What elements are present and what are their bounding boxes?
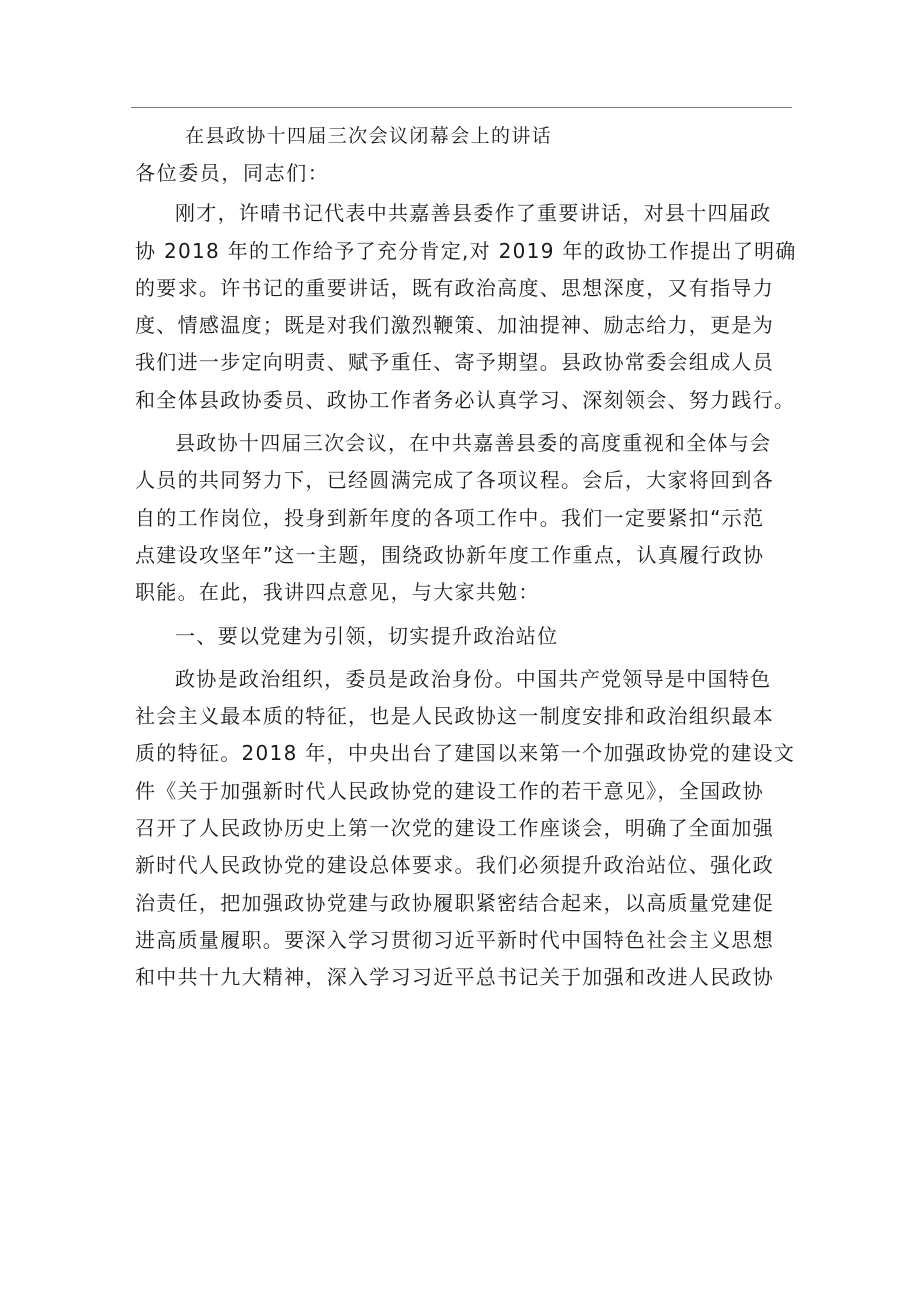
greeting: 各位委员，同志们： — [135, 161, 330, 186]
paragraph-line: 县政协十四届三次会议，在中共嘉善县委的高度重视和全体与会 — [175, 431, 772, 456]
section-heading: 一、要以党建为引领，切实提升政治站位 — [175, 623, 559, 648]
paragraph-line: 和全体县政协委员、政协工作者务必认真学习、深刻领会、努力践行。 — [135, 387, 796, 412]
paragraph-line: 自的工作岗位，投身到新年度的各项工作中。我们一定要紧扣“示范 — [135, 505, 765, 530]
paragraph-line: 刚才，许晴书记代表中共嘉善县委作了重要讲话，对县十四届政 — [175, 201, 772, 226]
paragraph-line: 进高质量履职。要深入学习贯彻习近平新时代中国特色社会主义思想 — [135, 927, 774, 952]
paragraph-3 — [135, 661, 797, 997]
paragraph-line: 治责任，把加强政协党建与政协履职紧密结合起来，以高质量党建促 — [135, 890, 774, 915]
header-rule — [131, 107, 792, 108]
paragraph-2 — [135, 425, 797, 611]
paragraph-line: 件《关于加强新时代人民政协党的建设工作的若干意见》，全国政协 — [135, 778, 764, 803]
paragraph-line: 职能。在此，我讲四点意见，与大家共勉： — [135, 580, 540, 605]
paragraph-line: 度、情感温度；既是对我们激烈鞭策、加油提神、励志给力，更是为 — [135, 313, 774, 338]
paragraph-line: 社会主义最本质的特征，也是人民政协这一制度安排和政治组织最本 — [135, 704, 774, 729]
paragraph-line: 的要求。许书记的重要讲话，既有政治高度、思想深度，又有指导力 — [135, 275, 774, 300]
paragraph-1 — [135, 195, 797, 419]
document-title: 在县政协十四届三次会议闭幕会上的讲话 — [185, 125, 553, 147]
paragraph-line: 协 2018 年的工作给予了充分肯定,对 2019 年的政协工作提出了明确 — [135, 238, 797, 263]
paragraph-line: 人员的共同努力下，已经圆满完成了各项议程。会后，大家将回到各 — [135, 468, 774, 493]
paragraph-line: 政协是政治组织，委员是政治身份。中国共产党领导是中国特色 — [175, 666, 772, 691]
paragraph-line: 新时代人民政协党的建设总体要求。我们必须提升政治站位、强化政 — [135, 853, 774, 878]
section-heading-block — [135, 618, 797, 655]
paragraph-line: 召开了人民政协历史上第一次党的建设工作座谈会，明确了全面加强 — [135, 816, 774, 841]
paragraph-line: 我们进一步定向明责、赋予重任、寄予期望。县政协常委会组成人员 — [135, 350, 774, 375]
paragraph-line: 质的特征。2018 年，中央出台了建国以来第一个加强政协党的建设文 — [135, 741, 796, 766]
paragraph-line: 点建设攻坚年”这一主题，围绕政协新年度工作重点，认真履行政协 — [135, 542, 765, 567]
paragraph-line: 和中共十九大精神，深入学习习近平总书记关于加强和改进人民政协 — [135, 965, 774, 990]
document-body — [135, 118, 797, 997]
